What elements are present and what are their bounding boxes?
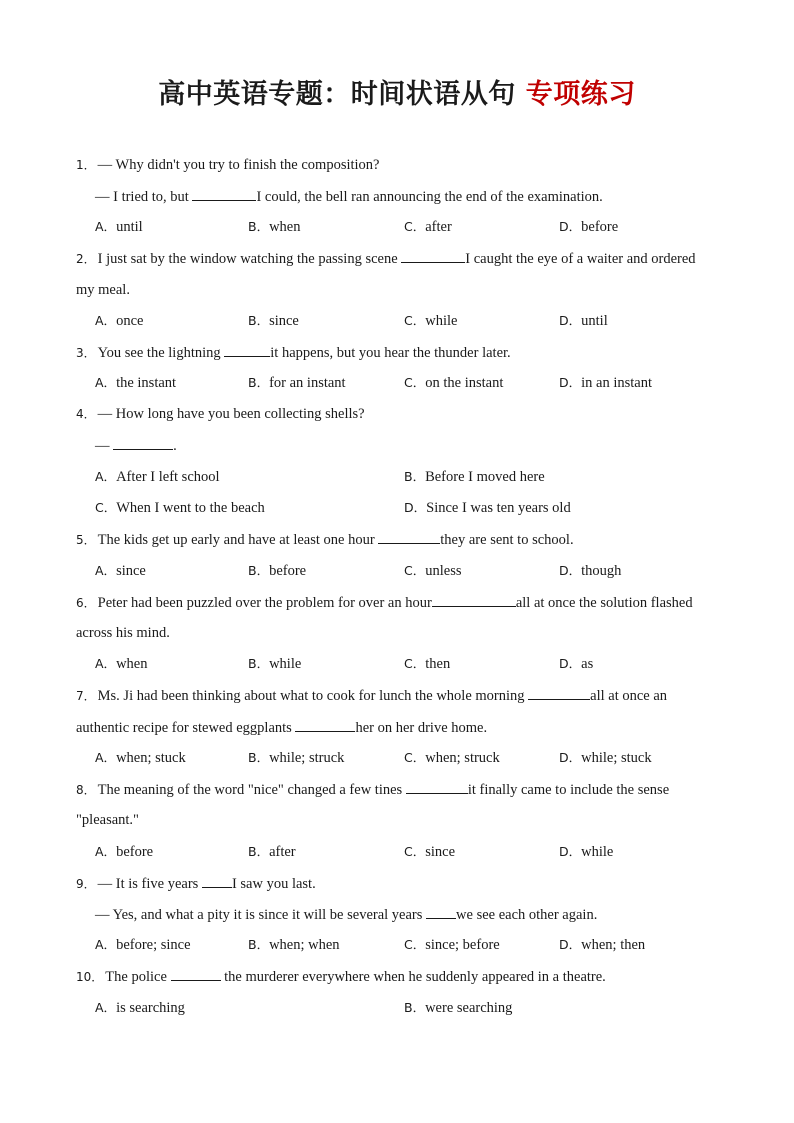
- option-b: [248, 655, 301, 673]
- question-number: 2．: [76, 252, 96, 266]
- option-letter: B．: [248, 313, 270, 328]
- question-text: "pleasant.": [76, 812, 139, 828]
- option-letter: C．: [95, 500, 117, 515]
- option-text: were searching: [425, 1000, 513, 1016]
- question-number: 5．: [76, 533, 96, 547]
- option-letter: B．: [248, 937, 270, 952]
- answer-blank[interactable]: [426, 905, 456, 919]
- question-text: her on her drive home.: [355, 720, 488, 736]
- option-a: [95, 749, 186, 767]
- option-letter: B．: [248, 375, 270, 390]
- question-text: it happens, but you hear the thunder later.: [270, 345, 511, 361]
- question-text: You see the lightning: [97, 345, 225, 361]
- option-letter: D．: [559, 313, 582, 328]
- option-letter: A．: [95, 750, 117, 765]
- option-letter: C．: [404, 219, 426, 234]
- option-c: [404, 312, 457, 330]
- option-c: [404, 218, 452, 236]
- option-d: [559, 218, 618, 236]
- question-text: I just sat by the window watching the passing scene: [97, 251, 402, 267]
- option-a: [95, 936, 191, 954]
- option-a: [95, 999, 185, 1017]
- option-a: [95, 312, 143, 330]
- option-c: [95, 499, 265, 517]
- answer-blank[interactable]: [113, 436, 173, 450]
- option-letter: A．: [95, 844, 117, 859]
- question-text: —: [95, 438, 114, 454]
- option-b: [248, 936, 340, 954]
- question-text: it finally came to include the sense: [467, 782, 670, 798]
- option-text: once: [116, 313, 144, 329]
- option-text: while; stuck: [581, 750, 652, 766]
- option-d: [559, 749, 652, 767]
- question-text: all at once an: [590, 688, 668, 704]
- option-text: since: [269, 313, 299, 329]
- option-text: as: [581, 656, 594, 672]
- option-text: when: [116, 656, 148, 672]
- option-letter: C．: [404, 750, 426, 765]
- option-letter: C．: [404, 313, 426, 328]
- option-text: while; struck: [269, 750, 345, 766]
- option-text: in an instant: [581, 375, 653, 391]
- option-text: when; struck: [425, 750, 500, 766]
- option-text: for an instant: [269, 375, 346, 391]
- question-text: we see each other again.: [456, 907, 598, 923]
- option-c: [404, 655, 450, 673]
- question-number: 9．: [76, 877, 96, 891]
- option-text: after: [425, 219, 452, 235]
- option-text: since: [116, 563, 146, 579]
- question-text: across his mind.: [76, 625, 170, 641]
- title-main: 高中英语专题：时间状语从句: [158, 79, 516, 110]
- option-text: is searching: [116, 1000, 185, 1016]
- option-letter: B．: [248, 219, 270, 234]
- answer-blank[interactable]: [528, 686, 590, 700]
- option-b: [404, 999, 512, 1017]
- option-letter: B．: [248, 656, 270, 671]
- question-number: 7．: [76, 689, 96, 703]
- option-b: [248, 312, 299, 330]
- option-text: while: [581, 844, 614, 860]
- answer-blank[interactable]: [401, 249, 465, 263]
- option-a: [95, 374, 176, 392]
- question-number: 4．: [76, 407, 96, 421]
- option-letter: D．: [559, 563, 582, 578]
- question-text: Peter had been puzzled over the problem for over an hour: [97, 595, 432, 611]
- option-text: when; stuck: [116, 750, 186, 766]
- option-letter: D．: [559, 219, 582, 234]
- question-text: — Yes, and what a pity it is since it will be several years: [95, 907, 427, 923]
- option-letter: B．: [248, 563, 270, 578]
- question-text: The meaning of the word "nice" changed a few tines: [97, 782, 406, 798]
- option-d: [559, 312, 608, 330]
- option-letter: C．: [404, 375, 426, 390]
- option-letter: D．: [559, 844, 582, 859]
- option-text: when: [269, 219, 301, 235]
- question-number: 1．: [76, 158, 96, 172]
- question-number: 10．: [76, 970, 104, 984]
- option-c: [404, 936, 500, 954]
- answer-blank[interactable]: [378, 530, 440, 544]
- option-a: [95, 562, 146, 580]
- option-letter: A．: [95, 656, 117, 671]
- option-letter: B．: [248, 844, 270, 859]
- option-c: [404, 843, 455, 861]
- option-c: [404, 374, 503, 392]
- option-letter: C．: [404, 844, 426, 859]
- option-letter: A．: [95, 375, 117, 390]
- option-text: since: [425, 844, 456, 860]
- option-d: [559, 843, 613, 861]
- option-d: [559, 374, 652, 392]
- question-text: .: [173, 438, 177, 454]
- title-accent: 专项练习: [525, 79, 636, 110]
- option-text: while: [425, 313, 458, 329]
- option-letter: D．: [559, 656, 582, 671]
- option-letter: A．: [95, 313, 117, 328]
- option-d: [559, 562, 621, 580]
- option-a: [95, 843, 153, 861]
- option-text: before; since: [116, 937, 191, 953]
- question-text: The police: [105, 969, 171, 985]
- option-text: before: [269, 563, 307, 579]
- question-text: my meal.: [76, 282, 130, 298]
- option-letter: D．: [559, 375, 582, 390]
- question-text: I could, the bell ran announcing the end of the examination.: [256, 189, 603, 205]
- answer-blank[interactable]: [432, 593, 516, 607]
- option-a: [95, 468, 220, 486]
- option-letter: A．: [95, 1000, 117, 1015]
- option-letter: D．: [404, 500, 427, 515]
- option-text: then: [425, 656, 451, 672]
- question-number: 3．: [76, 346, 96, 360]
- option-letter: D．: [559, 750, 582, 765]
- answer-blank[interactable]: [202, 874, 232, 888]
- option-a: [95, 655, 147, 673]
- question-number: 6．: [76, 596, 96, 610]
- page-title: [0, 78, 794, 112]
- option-letter: B．: [404, 1000, 426, 1015]
- option-text: on the instant: [425, 375, 504, 391]
- question-text: all at once the solution flashed: [515, 595, 693, 611]
- option-letter: C．: [404, 656, 426, 671]
- question-text: I saw you last.: [231, 876, 316, 892]
- answer-blank[interactable]: [224, 343, 270, 357]
- option-b: [404, 468, 545, 486]
- option-letter: D．: [559, 937, 582, 952]
- option-text: before: [116, 844, 154, 860]
- option-letter: A．: [95, 937, 117, 952]
- option-letter: C．: [404, 937, 426, 952]
- option-text: before: [581, 219, 619, 235]
- option-letter: A．: [95, 563, 117, 578]
- option-c: [404, 749, 500, 767]
- option-text: after: [269, 844, 296, 860]
- option-d: [559, 936, 645, 954]
- option-d: [559, 655, 593, 673]
- option-letter: B．: [404, 469, 426, 484]
- option-text: When I went to the beach: [116, 500, 265, 516]
- answer-blank[interactable]: [295, 718, 355, 732]
- option-letter: C．: [404, 563, 426, 578]
- option-text: After I left school: [116, 469, 220, 485]
- question-text: Ms. Ji had been thinking about what to cook for lunch the whole morning: [97, 688, 529, 704]
- option-text: the instant: [116, 375, 177, 391]
- option-b: [248, 749, 344, 767]
- option-letter: B．: [248, 750, 270, 765]
- option-b: [248, 843, 296, 861]
- option-text: unless: [425, 563, 462, 579]
- option-b: [248, 374, 346, 392]
- question-text: I caught the eye of a waiter and ordered: [465, 251, 696, 267]
- question-text: the murderer everywhere when he suddenly appeared in a theatre.: [220, 969, 606, 985]
- option-text: since; before: [425, 937, 500, 953]
- question-number: 8．: [76, 783, 96, 797]
- option-b: [248, 562, 306, 580]
- option-text: Since I was ten years old: [426, 500, 571, 516]
- option-text: when; then: [581, 937, 646, 953]
- question-text: — It is five years: [97, 876, 202, 892]
- answer-blank[interactable]: [406, 780, 468, 794]
- question-text: — How long have you been collecting shells?: [97, 406, 365, 422]
- question-text: they are sent to school.: [440, 532, 574, 548]
- question-text: The kids get up early and have at least one hour: [97, 532, 379, 548]
- option-text: until: [116, 219, 143, 235]
- answer-blank[interactable]: [192, 187, 256, 201]
- option-d: [404, 499, 571, 517]
- answer-blank[interactable]: [171, 967, 221, 981]
- option-text: until: [581, 313, 608, 329]
- option-b: [248, 218, 301, 236]
- question-text: — Why didn't you try to finish the composition?: [97, 157, 380, 173]
- option-letter: A．: [95, 219, 117, 234]
- option-text: Before I moved here: [425, 469, 545, 485]
- option-a: [95, 218, 143, 236]
- question-text: authentic recipe for stewed eggplants: [76, 720, 296, 736]
- option-letter: A．: [95, 469, 117, 484]
- option-text: though: [581, 563, 622, 579]
- option-c: [404, 562, 461, 580]
- option-text: when; when: [269, 937, 340, 953]
- question-text: — I tried to, but: [95, 189, 193, 205]
- option-text: while: [269, 656, 302, 672]
